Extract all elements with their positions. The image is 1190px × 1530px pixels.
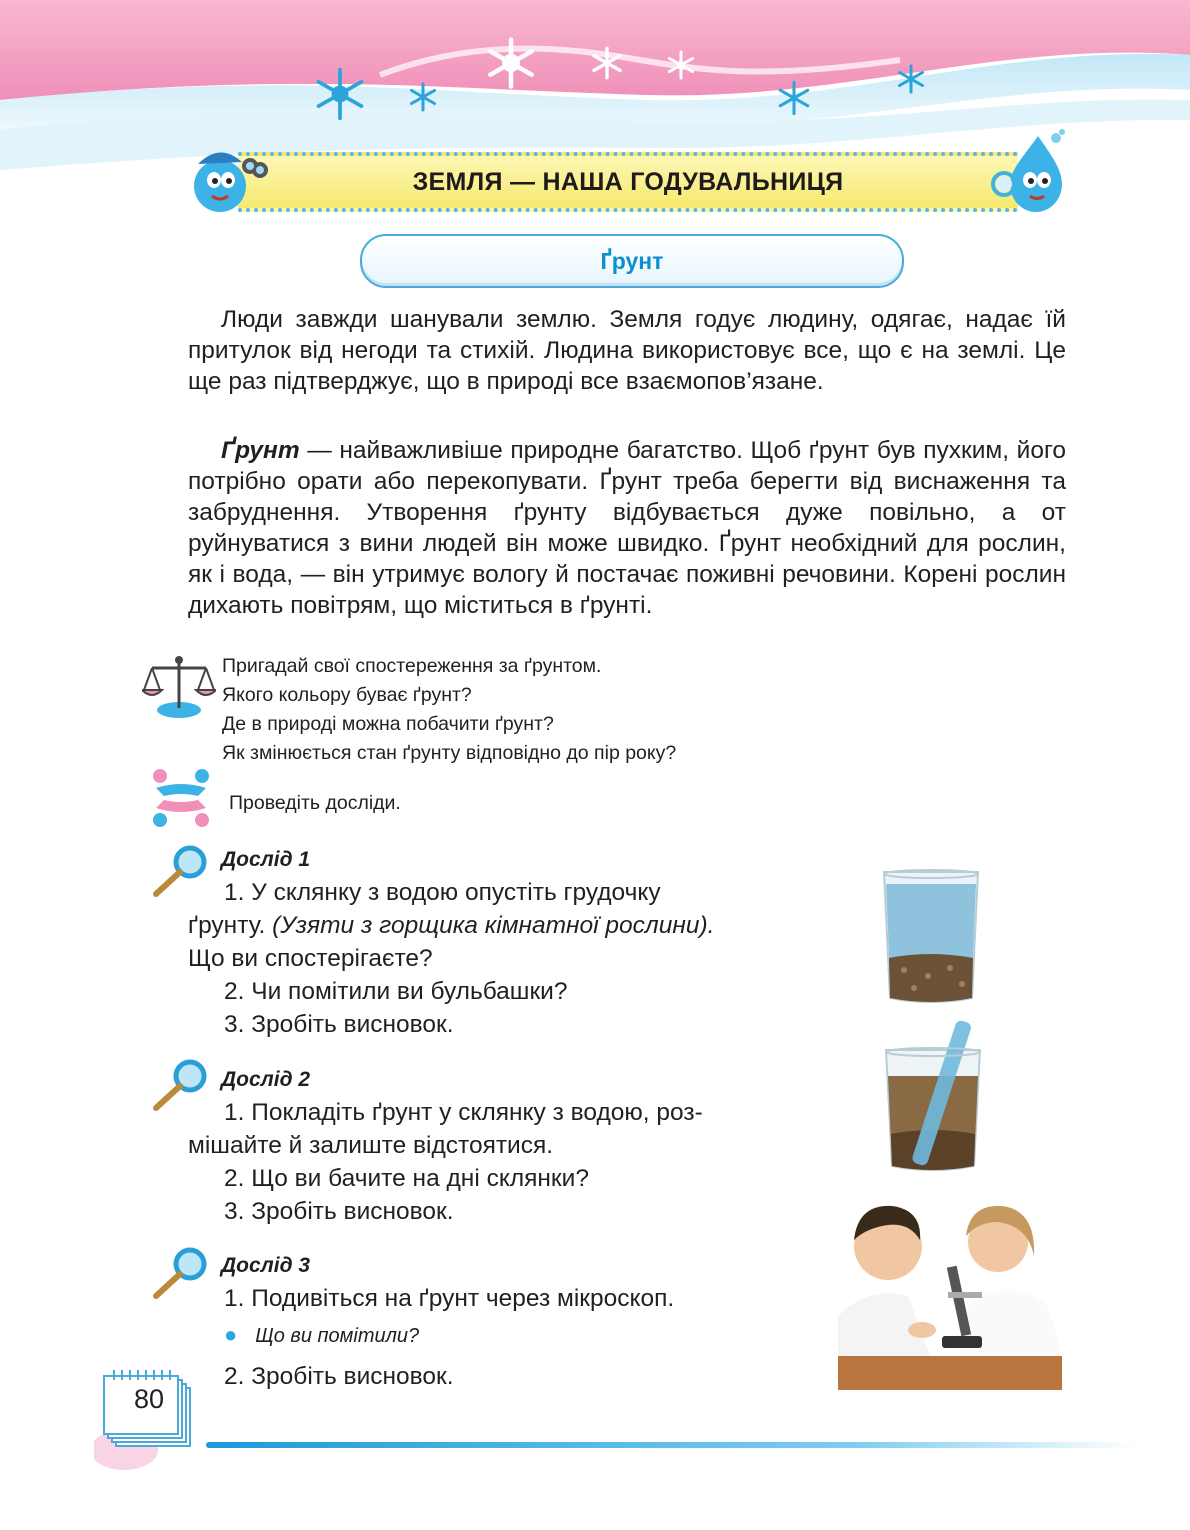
experiment-2-step3: 3. Зробіть висновок. <box>224 1198 454 1225</box>
experiment-2-title: Дослід 2 <box>221 1068 311 1091</box>
experiment-2-steps <box>188 1096 796 1228</box>
experiment-1-note: (Узяти з горщика кімнатної рослини). <box>272 912 715 939</box>
experiment-1-step1-line2: ґрунту. (Узяти з горщика кімнатної рослини). <box>188 912 715 939</box>
soil-paragraph-text: — найважливіше природне багатство. Щоб ґрунт був пухким, його потрібно орати або перекопувати. Ґрунт треба берегти від виснаження та забруднення. Утворення ґрунту відбувається дуже повільно, а от руйнуватися з вини людей він може швидко. Ґрунт необхідний для рослин, як і вода, — він утримує вологу й постачає поживні речовини. Корені рослин дихають повітрям, що міститься в ґрунті. <box>188 437 1066 619</box>
experiment-3-title: Дослід 3 <box>221 1254 311 1277</box>
experiment-1-step1-line1: 1. У склянку з водою опустіть грудочку <box>224 879 661 906</box>
experiment-3-step1-block <box>188 1282 796 1315</box>
experiment-3-step2: 2. Зробіть висновок. <box>224 1363 454 1390</box>
snowflake-icon <box>896 64 926 94</box>
page-number-notebook-icon <box>94 1366 206 1470</box>
question-item: Якого кольору буває ґрунт? <box>222 684 472 706</box>
experiment-3-bullet: ● Що ви помітили? <box>224 1322 420 1347</box>
reflection-questions <box>222 652 676 768</box>
section-title: Ґрунт <box>600 247 664 274</box>
section-title-pill <box>360 234 904 288</box>
experiment-2-step1-line1: 1. Покладіть ґрунт у склянку з водою, роз- <box>224 1099 703 1126</box>
chapter-title: ЗЕМЛЯ — НАША ГОДУВАЛЬНИЦЯ <box>412 167 844 196</box>
group-work-icon <box>148 766 214 830</box>
experiment-1-steps <box>188 876 796 1041</box>
scales-icon <box>142 652 216 720</box>
experiment-1-step1-line3: Що ви спостерігаєте? <box>188 945 433 972</box>
chapter-title-ribbon <box>238 152 1018 212</box>
snowflake-icon <box>408 82 438 112</box>
snowflake-icon <box>590 46 624 80</box>
question-item: Як змінюється стан ґрунту відповідно до пір року? <box>222 742 677 764</box>
intro-paragraph: Люди завжди шанували землю. Земля годує людину, одягає, надає їй притулок від негоди та стихій. Людина використовує все, що є на землі. Це ще раз підтверджує, що в природі все взаємопов’язане. <box>188 306 1066 395</box>
page-number: 80 <box>134 1384 165 1414</box>
experiment-3-step2-block <box>188 1360 796 1393</box>
snowflake-icon <box>312 66 368 122</box>
experiment-2-step2: 2. Що ви бачите на дні склянки? <box>224 1165 589 1192</box>
experiment-1-title: Дослід 1 <box>221 848 311 871</box>
experiment-3-step1: 1. Подивіться на ґрунт через мікроскоп. <box>224 1285 675 1312</box>
soil-paragraph-block <box>188 435 1066 621</box>
snowflake-icon <box>484 36 538 90</box>
experiment-1-step3: 3. Зробіть висновок. <box>224 1011 454 1038</box>
bullet-dot-icon: ● <box>224 1322 238 1347</box>
snowflake-icon <box>666 50 696 80</box>
question-item: Пригадай свої спостереження за ґрунтом. <box>222 655 602 677</box>
intro-paragraph-block <box>188 304 1066 397</box>
snowflake-icon <box>776 80 812 116</box>
bottom-rule <box>206 1442 1136 1448</box>
glass-with-soil-image <box>880 866 982 1006</box>
experiment-1-step2: 2. Чи помітили ви бульбашки? <box>224 978 568 1005</box>
children-with-microscope-image <box>838 1196 1062 1390</box>
water-drop-mascot-icon <box>990 128 1070 218</box>
water-drop-mascot-icon <box>186 142 270 218</box>
question-item: Де в природі можна побачити ґрунт? <box>222 713 554 735</box>
glass-with-stirred-soil-image <box>880 1016 990 1174</box>
soil-paragraph <box>188 435 1066 621</box>
group-instruction: Проведіть досліди. <box>229 792 401 814</box>
experiment-2-step1-line2: мішайте й залиште відстоятися. <box>188 1132 554 1159</box>
soil-term: Ґрунт <box>221 437 300 464</box>
